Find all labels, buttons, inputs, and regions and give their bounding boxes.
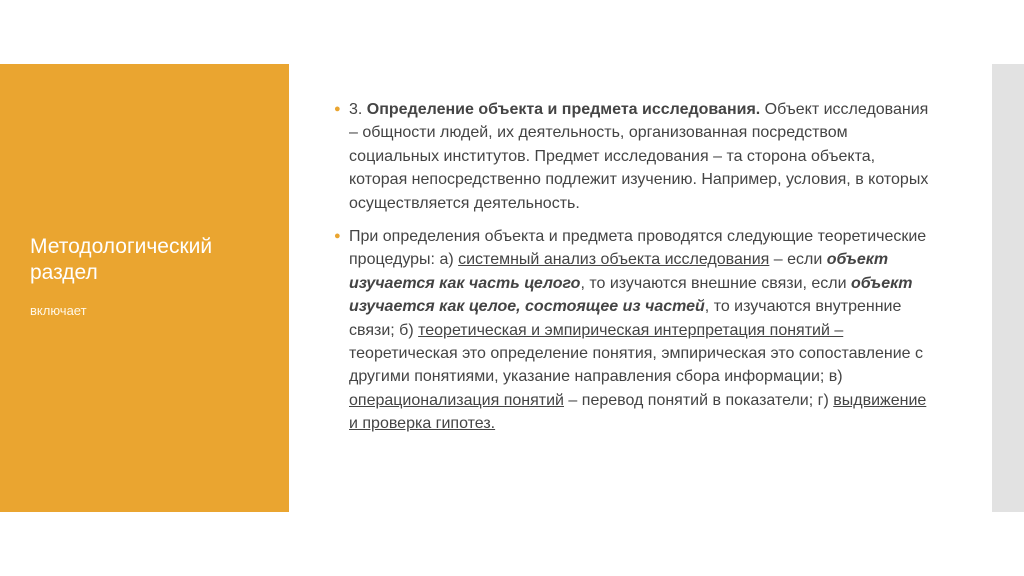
text-run: , то изучаются внешние связи, если (580, 274, 852, 292)
section-panel (0, 64, 289, 512)
bullet-icon: ● (334, 230, 341, 243)
side-strip (992, 64, 1024, 512)
bullet-icon: ● (334, 103, 341, 115)
text-run: – перевод понятий в показатели; г) (563, 391, 834, 409)
section-subtitle: включает (30, 303, 87, 318)
text-run-bold-italic: объект изучается как часть целого (349, 251, 889, 292)
text-run: Объект исследования – общности людей, их деятельность, организованная посредством социальных институтов. Предмет исследования – та сторона объекта, которая непосредственно подлежит изучению. Например, условия, в которых осуществляется деятельность. (349, 101, 929, 212)
link-hypotheses[interactable]: выдвижение и проверка гипотез. (349, 391, 927, 433)
link-operationalization[interactable]: операционализация понятий (349, 391, 564, 409)
section-title: Методологический раздел (30, 235, 213, 284)
text-run-bold: Определение объекта и предмета исследования. (366, 101, 761, 118)
text-run: 3. (349, 101, 367, 118)
text-run: , то изучаются внутренние связи; б) (349, 298, 902, 339)
text-run: теоретическая это определение понятия, эмпирическая это сопоставление с другими понятиями, указание направления сбора информации; в) (349, 345, 923, 386)
link-system-analysis[interactable]: системный анализ объекта исследования (458, 251, 770, 269)
text-run: При определения объекта и предмета проводятся следующие теоретические процедуры: а) (349, 228, 927, 269)
bullet-item-1 (334, 98, 934, 215)
text-run-bold-italic: объект изучается как целое, состоящее из частей (349, 274, 913, 316)
bullet-item-2 (334, 225, 934, 436)
content-area (334, 98, 934, 446)
link-interpretation[interactable]: теоретическая и эмпирическая интерпретация понятий – (418, 321, 844, 339)
text-run: – если (769, 251, 827, 269)
